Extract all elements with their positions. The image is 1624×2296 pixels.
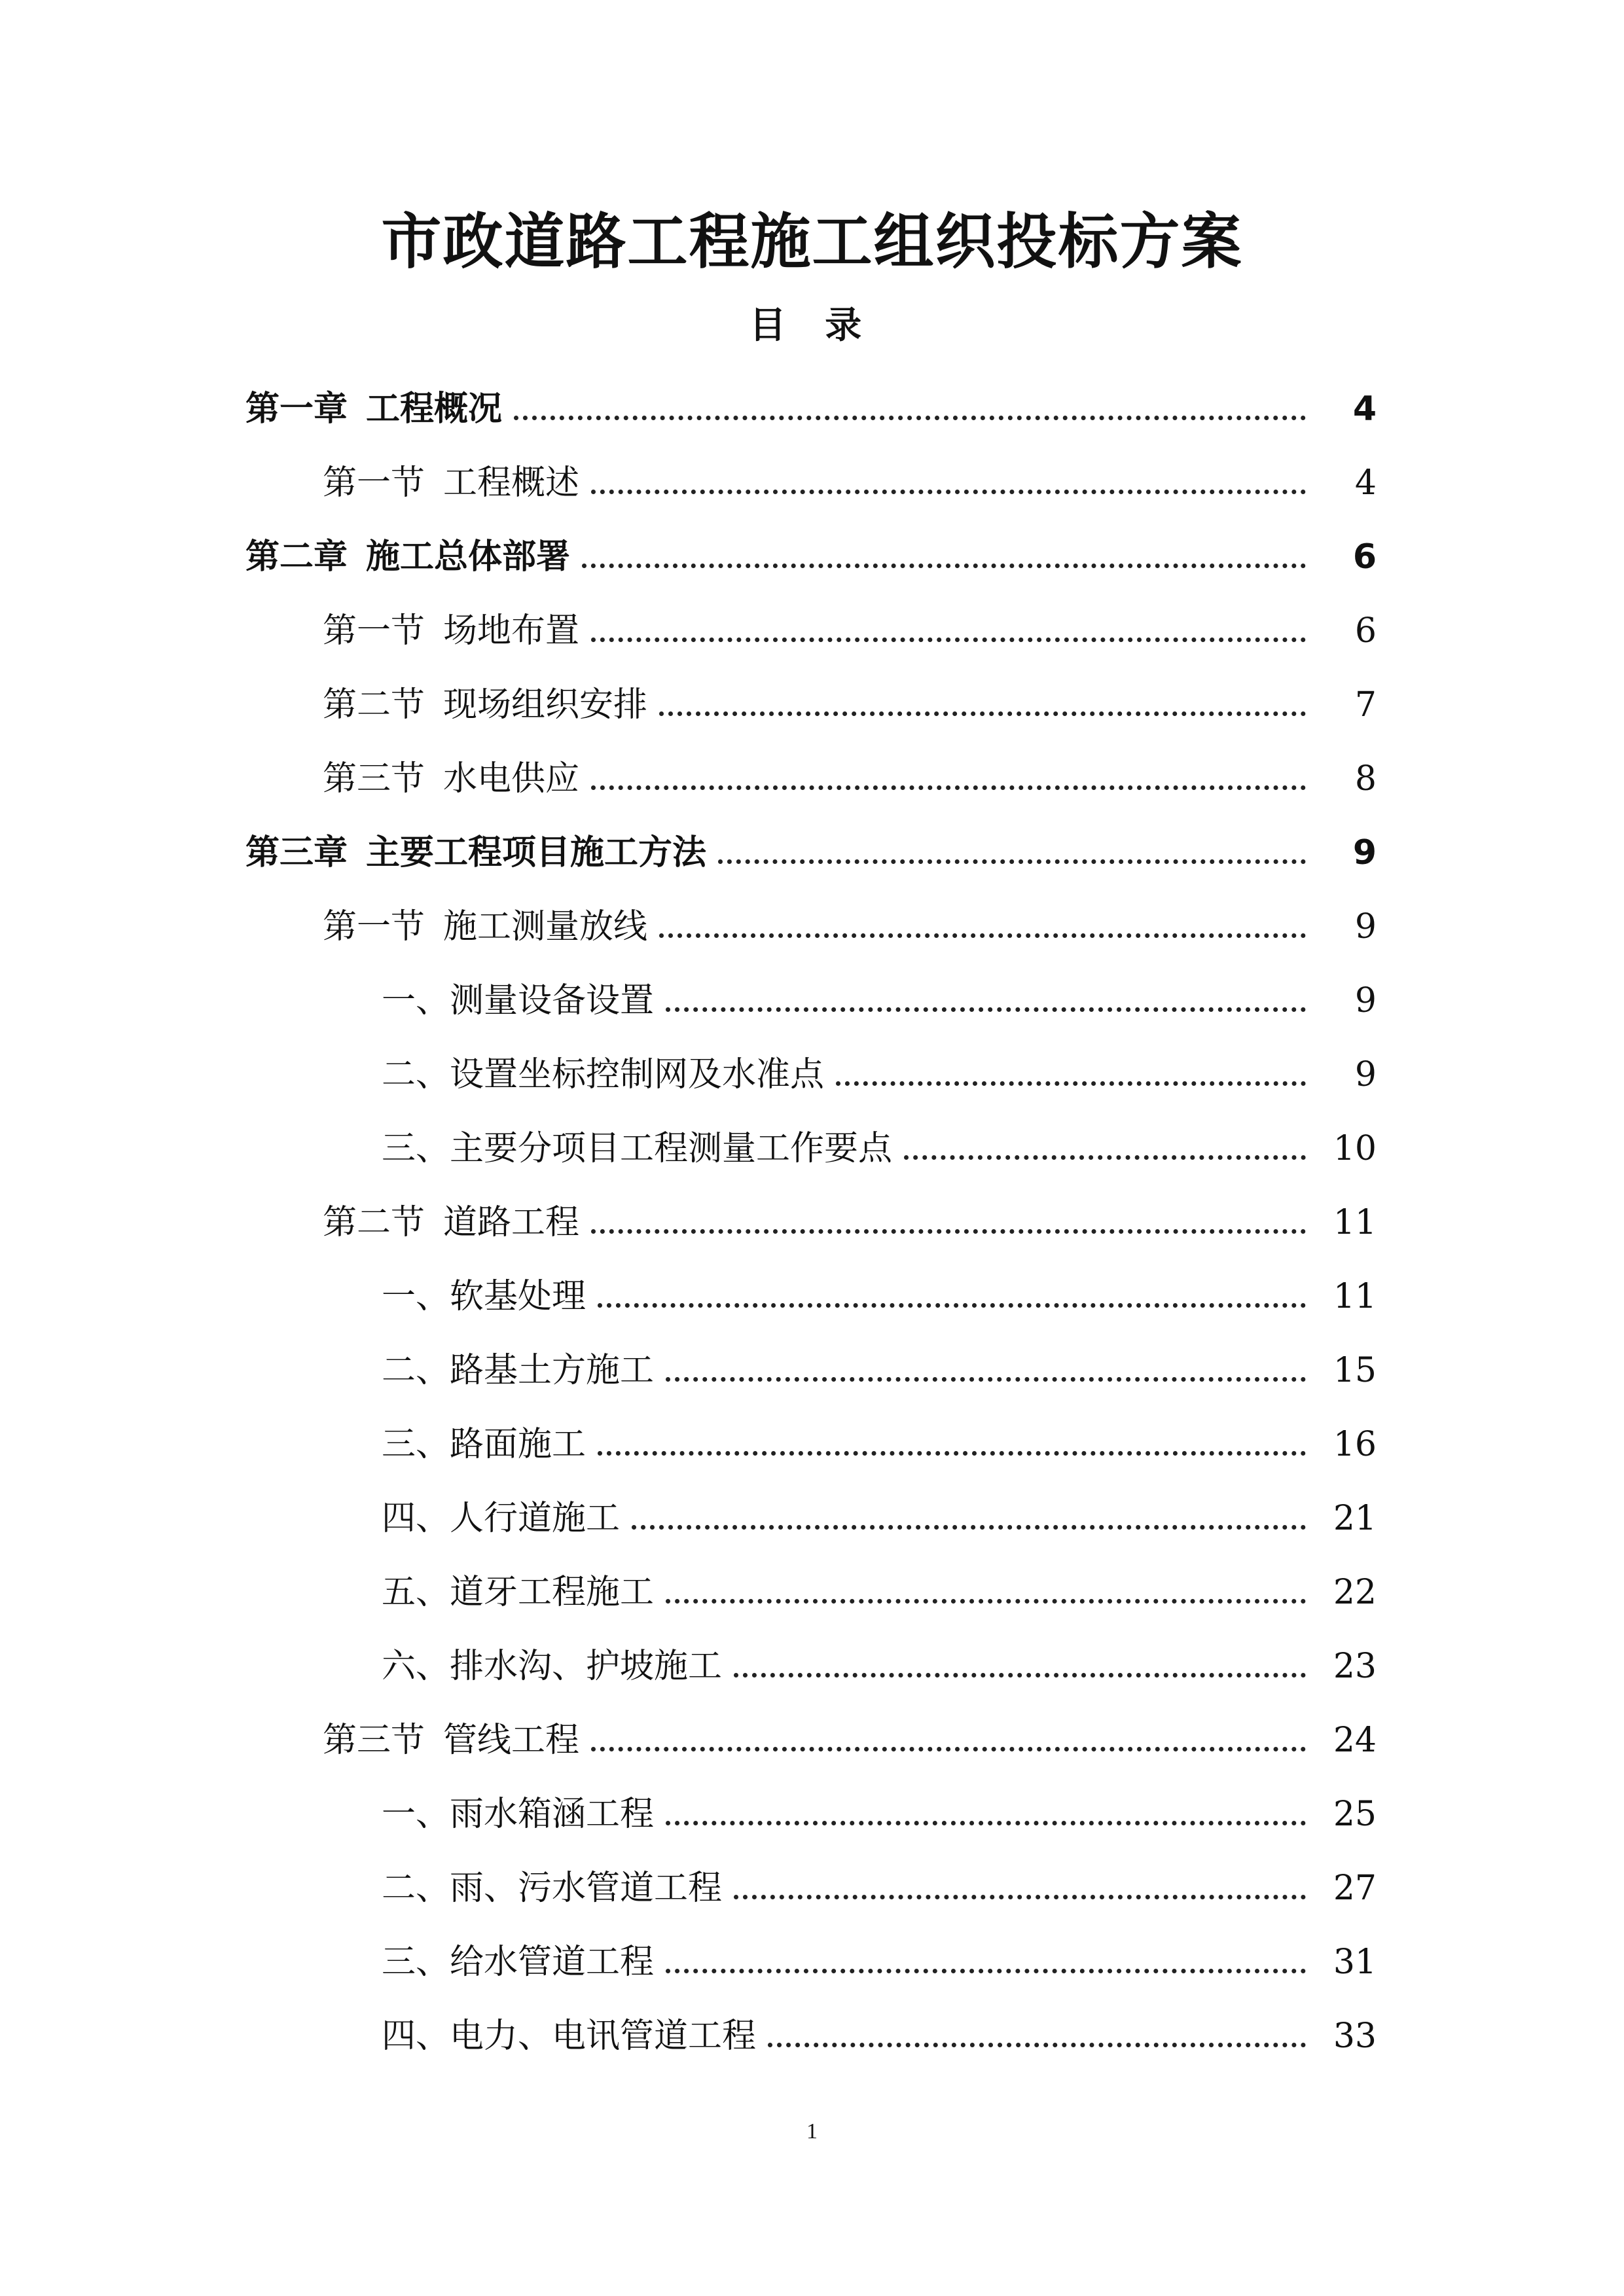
toc-subsection-entry[interactable] (0, 1037, 1624, 1111)
toc-page-number: 31 (1333, 1942, 1377, 1982)
toc-page-number: 11 (1333, 1202, 1377, 1242)
toc-dot-leader (768, 2043, 1306, 2047)
toc-page-number: 10 (1333, 1128, 1377, 1168)
toc-entry-label (245, 833, 706, 872)
toc-section-entry[interactable] (0, 1703, 1624, 1777)
toc-page-number: 24 (1333, 1720, 1377, 1760)
toc-entry-label (382, 1129, 892, 1168)
toc-entry-title: 四、电力、电讯管道工程 (382, 2016, 757, 2056)
toc-entry-label (382, 2017, 756, 2056)
toc-entry-prefix: 第一章 (245, 389, 348, 429)
toc-dot-leader (734, 1673, 1306, 1677)
toc-entry-label (245, 537, 570, 577)
toc-dot-leader (591, 1229, 1306, 1234)
toc-subsection-entry[interactable] (0, 1333, 1624, 1407)
toc-dot-leader (659, 933, 1306, 938)
toc-entry-title: 五、道牙工程施工 (382, 1572, 655, 1612)
toc-dot-leader (591, 637, 1306, 642)
toc-chapter-entry[interactable] (0, 372, 1624, 446)
toc-subsection-entry[interactable] (0, 1481, 1624, 1555)
toc-page-number: 15 (1333, 1350, 1377, 1390)
toc-entry-title: 水电供应 (443, 759, 580, 798)
toc-dot-leader (718, 859, 1306, 864)
toc-entry-label (382, 1351, 654, 1390)
toc-entry-label (382, 1499, 620, 1538)
toc-chapter-entry[interactable] (0, 816, 1624, 889)
toc-entry-title: 二、雨、污水管道工程 (382, 1868, 723, 1908)
toc-entry-label (382, 1795, 654, 1834)
toc-page-number: 25 (1333, 1794, 1377, 1834)
toc-entry-label (382, 1869, 722, 1908)
toc-entry-prefix: 第三章 (245, 833, 348, 872)
toc-entry-title: 一、软基处理 (382, 1276, 586, 1316)
toc-entry-prefix: 第一节 (323, 906, 425, 946)
toc-page-number: 6 (1352, 537, 1377, 577)
toc-entry-title: 施工总体部署 (366, 537, 571, 577)
toc-page-number: 6 (1354, 611, 1377, 651)
toc-subsection-entry[interactable] (0, 1259, 1624, 1333)
toc-entry-prefix: 第一节 (323, 611, 425, 651)
toc-dot-leader (514, 416, 1306, 420)
toc-entry-prefix: 第一节 (323, 463, 425, 503)
toc-chapter-entry[interactable] (0, 520, 1624, 594)
toc-entry-title: 二、设置坐标控制网及水准点 (382, 1054, 825, 1094)
toc-entry-title: 四、人行道施工 (382, 1498, 621, 1538)
toc-entry-label (382, 1573, 654, 1612)
toc-dot-leader (734, 1895, 1306, 1899)
toc-dot-leader (666, 1007, 1306, 1012)
toc-section-entry[interactable] (0, 742, 1624, 816)
toc-section-entry[interactable] (0, 889, 1624, 963)
toc-entry-title: 道路工程 (443, 1202, 580, 1242)
toc-entry-label (245, 389, 502, 429)
toc-entry-label (323, 685, 647, 725)
toc-entry-label (323, 463, 579, 503)
toc-entry-label (382, 1055, 824, 1094)
toc-entry-prefix: 第三节 (323, 1720, 425, 1760)
toc-entry-label (382, 1425, 586, 1464)
toc-entry-label (382, 1943, 654, 1982)
toc-page-number: 21 (1333, 1498, 1377, 1538)
toc-entry-label (382, 981, 654, 1020)
toc-page-number: 22 (1333, 1572, 1377, 1612)
toc-entry-prefix: 第二章 (245, 537, 348, 577)
toc-subsection-entry[interactable] (0, 1111, 1624, 1185)
toc-dot-leader (836, 1081, 1306, 1086)
toc-subsection-entry[interactable] (0, 1999, 1624, 2073)
toc-section-entry[interactable] (0, 594, 1624, 668)
toc-entry-title: 现场组织安排 (443, 685, 648, 725)
toc-section-entry[interactable] (0, 1185, 1624, 1259)
toc-page-number: 9 (1354, 1054, 1377, 1094)
toc-entry-label (323, 759, 579, 798)
toc-page-number: 8 (1354, 759, 1377, 798)
toc-entry-title: 三、路面施工 (382, 1424, 586, 1464)
toc-entry-prefix: 第二节 (323, 685, 425, 725)
toc-dot-leader (659, 711, 1306, 716)
toc-dot-leader (666, 1599, 1306, 1604)
toc-dot-leader (904, 1155, 1306, 1160)
toc-dot-leader (598, 1303, 1306, 1308)
toc-entry-title: 工程概况 (366, 389, 503, 429)
toc-entry-label (382, 1647, 722, 1686)
toc-subsection-entry[interactable] (0, 1851, 1624, 1925)
toc-entry-label (323, 1203, 579, 1242)
toc-entry-prefix: 第三节 (323, 759, 425, 798)
table-of-contents (0, 372, 1624, 2073)
page-number: 1 (806, 2119, 818, 2144)
toc-entry-title: 二、路基土方施工 (382, 1350, 655, 1390)
toc-page-number: 11 (1333, 1276, 1377, 1316)
toc-page-number: 4 (1354, 463, 1377, 503)
toc-entry-title: 一、雨水箱涵工程 (382, 1794, 655, 1834)
toc-entry-title: 场地布置 (443, 611, 580, 651)
toc-entry-title: 六、排水沟、护坡施工 (382, 1646, 723, 1686)
toc-entry-title: 工程概述 (443, 463, 580, 503)
toc-page-number: 23 (1333, 1646, 1377, 1686)
toc-page-number: 16 (1333, 1424, 1377, 1464)
toc-dot-leader (591, 490, 1306, 494)
toc-entry-title: 主要工程项目施工方法 (366, 833, 707, 872)
toc-page-number: 4 (1352, 389, 1377, 429)
toc-page-number: 27 (1333, 1868, 1377, 1908)
toc-subsection-entry[interactable] (0, 963, 1624, 1037)
toc-entry-label (323, 907, 647, 946)
toc-entry-label (323, 1721, 579, 1760)
toc-entry-prefix: 第二节 (323, 1202, 425, 1242)
toc-section-entry[interactable] (0, 668, 1624, 742)
toc-subsection-entry[interactable] (0, 1629, 1624, 1703)
toc-heading: 目 录 (749, 304, 875, 347)
toc-entry-title: 三、主要分项目工程测量工作要点 (382, 1128, 893, 1168)
toc-dot-leader (591, 785, 1306, 790)
toc-entry-title: 一、测量设备设置 (382, 980, 655, 1020)
document-title: 市政道路工程施工组织投标方案 (381, 207, 1243, 277)
toc-page-number: 33 (1333, 2016, 1377, 2056)
toc-dot-leader (598, 1451, 1306, 1456)
toc-entry-label (323, 611, 579, 651)
toc-entry-label (382, 1277, 586, 1316)
toc-subsection-entry[interactable] (0, 1777, 1624, 1851)
toc-entry-title: 施工测量放线 (443, 906, 648, 946)
toc-page-number: 9 (1352, 833, 1377, 872)
toc-subsection-entry[interactable] (0, 1925, 1624, 1999)
toc-dot-leader (582, 564, 1306, 568)
toc-dot-leader (632, 1525, 1306, 1530)
toc-page-number: 9 (1354, 906, 1377, 946)
toc-entry-title: 管线工程 (443, 1720, 580, 1760)
toc-page-number: 7 (1354, 685, 1377, 725)
toc-dot-leader (666, 1377, 1306, 1382)
toc-dot-leader (591, 1747, 1306, 1751)
toc-subsection-entry[interactable] (0, 1407, 1624, 1481)
toc-page-number: 9 (1354, 980, 1377, 1020)
toc-dot-leader (666, 1821, 1306, 1825)
toc-dot-leader (666, 1969, 1306, 1973)
toc-entry-title: 三、给水管道工程 (382, 1942, 655, 1982)
toc-subsection-entry[interactable] (0, 1555, 1624, 1629)
toc-section-entry[interactable] (0, 446, 1624, 520)
